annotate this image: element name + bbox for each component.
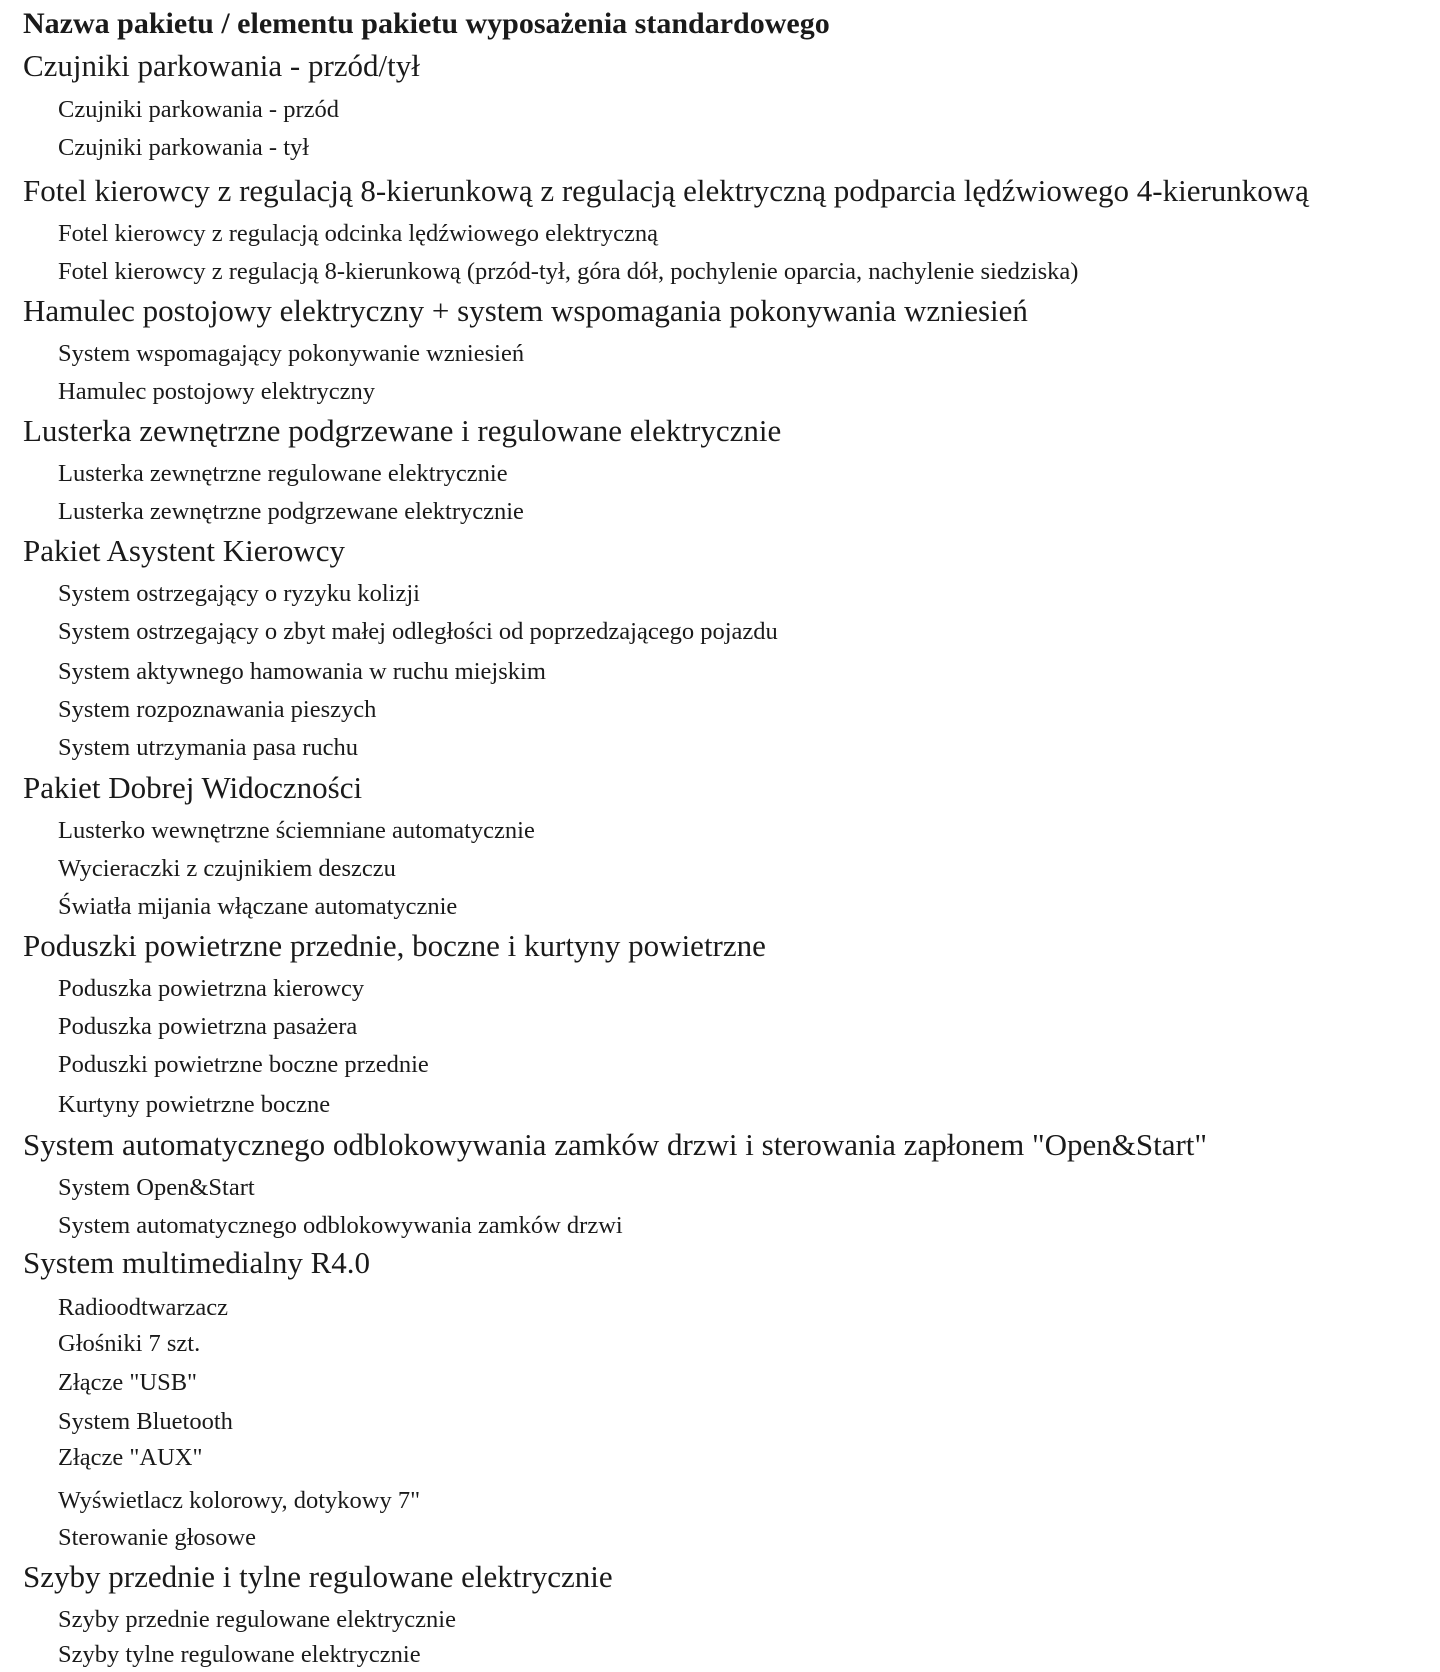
package-item: Światła mijania włączane automatycznie [58,893,458,920]
package-item: Poduszka powietrzna pasażera [58,1013,358,1040]
package-item: Fotel kierowcy z regulacją 8-kierunkową (przód-tył, góra dół, pochylenie oparcia, nachylenie siedziska) [58,258,1079,285]
package-name: Fotel kierowcy z regulacją 8-kierunkową z regulacją elektryczną podparcia lędźwiowego 4-kierunkową [23,173,1309,208]
package-item: Hamulec postojowy elektryczny [58,378,376,405]
package-name: Poduszki powietrzne przednie, boczne i kurtyny powietrzne [23,928,766,963]
package-name: Szyby przednie i tylne regulowane elektrycznie [23,1559,613,1594]
package-item: Kurtyny powietrzne boczne [58,1091,331,1118]
package-item: Lusterka zewnętrzne regulowane elektrycznie [58,460,508,487]
package-item: Wyświetlacz kolorowy, dotykowy 7" [58,1487,421,1514]
package-item: System automatycznego odblokowywania zamków drzwi [58,1212,623,1239]
package-item: Fotel kierowcy z regulacją odcinka lędźwiowego elektryczną [58,220,658,247]
package-item: Czujniki parkowania - przód [58,96,339,123]
package-item: Lusterko wewnętrzne ściemniane automatycznie [58,817,535,844]
package-item: Lusterka zewnętrzne podgrzewane elektrycznie [58,498,524,525]
package-item: System ostrzegający o ryzyku kolizji [58,580,420,607]
document-heading: Nazwa pakietu / elementu pakietu wyposażenia standardowego [23,7,830,40]
package-item: System wspomagający pokonywanie wzniesień [58,340,525,367]
package-item: System Bluetooth [58,1408,233,1435]
package-item: System ostrzegający o zbyt małej odległości od poprzedzającego pojazdu [58,618,778,645]
package-name: System multimedialny R4.0 [23,1245,371,1280]
package-item: Wycieraczki z czujnikiem deszczu [58,855,396,882]
package-item: Czujniki parkowania - tył [58,134,310,161]
package-item: System Open&Start [58,1174,255,1201]
package-item: Złącze "AUX" [58,1444,203,1471]
package-item: Szyby przednie regulowane elektrycznie [58,1606,456,1633]
package-name: Czujniki parkowania - przód/tył [23,48,420,83]
package-name: Lusterka zewnętrzne podgrzewane i regulowane elektrycznie [23,413,782,448]
package-item: System utrzymania pasa ruchu [58,734,359,761]
package-item: Radioodtwarzacz [58,1294,229,1321]
package-item: Poduszki powietrzne boczne przednie [58,1051,429,1078]
package-item: Sterowanie głosowe [58,1524,256,1551]
package-name: Pakiet Asystent Kierowcy [23,533,346,568]
package-name: Pakiet Dobrej Widoczności [23,770,363,805]
package-item: Głośniki 7 szt. [58,1330,201,1357]
package-item: Szyby tylne regulowane elektrycznie [58,1641,421,1668]
package-item: System aktywnego hamowania w ruchu miejskim [58,658,546,685]
package-item: Złącze "USB" [58,1369,198,1396]
package-name: System automatycznego odblokowywania zamków drzwi i sterowania zapłonem "Open&Start" [23,1127,1208,1162]
package-name: Hamulec postojowy elektryczny + system wspomagania pokonywania wzniesień [23,293,1028,328]
package-item: Poduszka powietrzna kierowcy [58,975,365,1002]
package-item: System rozpoznawania pieszych [58,696,377,723]
